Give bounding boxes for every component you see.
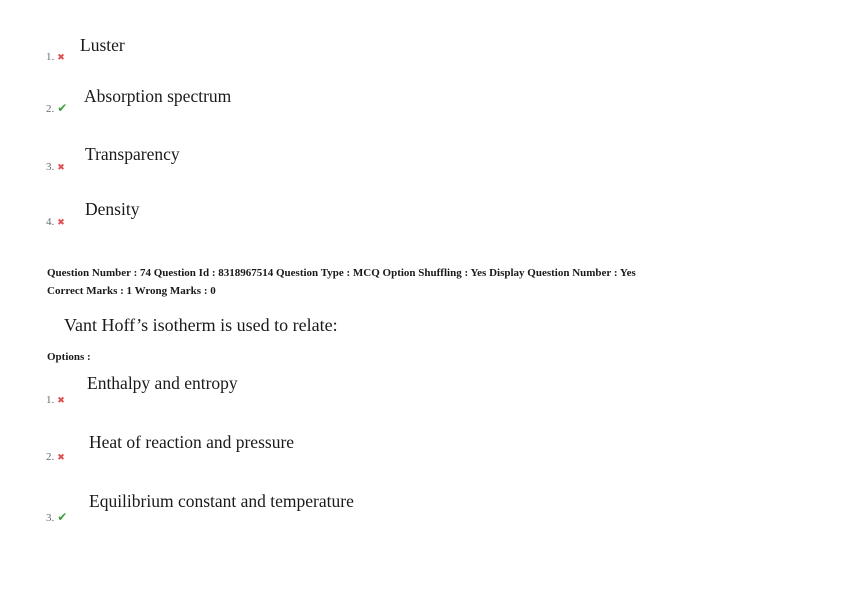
options-label: Options :	[47, 351, 91, 363]
cross-mark-icon: ✖	[57, 453, 65, 463]
option-text: Density	[85, 199, 140, 219]
option-text: Transparency	[85, 144, 180, 164]
option-number: 2. ✔	[46, 101, 68, 115]
cross-mark-icon: ✖	[57, 396, 65, 406]
option-text: Equilibrium constant and temperature	[89, 491, 354, 511]
check-mark-icon: ✔	[57, 510, 68, 524]
option-number: 1. ✖	[46, 51, 65, 63]
option-number: 3. ✖	[46, 161, 65, 173]
option-number: 1. ✖	[46, 394, 65, 406]
cross-mark-icon: ✖	[57, 53, 65, 63]
check-mark-icon: ✔	[57, 101, 68, 115]
option-text: Enthalpy and entropy	[87, 373, 238, 393]
option-text: Heat of reaction and pressure	[89, 432, 295, 452]
marks-meta-line: Correct Marks : 1 Wrong Marks : 0	[47, 285, 216, 297]
option-number: 2. ✖	[46, 451, 65, 463]
question-text: Vant Hoff’s isotherm is used to relate:	[64, 315, 338, 335]
option-number: 4. ✖	[46, 216, 65, 228]
cross-mark-icon: ✖	[57, 218, 65, 228]
cross-mark-icon: ✖	[57, 163, 65, 173]
question-meta-line: Question Number : 74 Question Id : 8318967514 Question Type : MCQ Option Shuffling : Yes Display Question Number : Yes	[47, 267, 636, 279]
option-text: Luster	[80, 35, 125, 55]
option-number: 3. ✔	[46, 510, 68, 524]
option-text: Absorption spectrum	[84, 86, 232, 106]
